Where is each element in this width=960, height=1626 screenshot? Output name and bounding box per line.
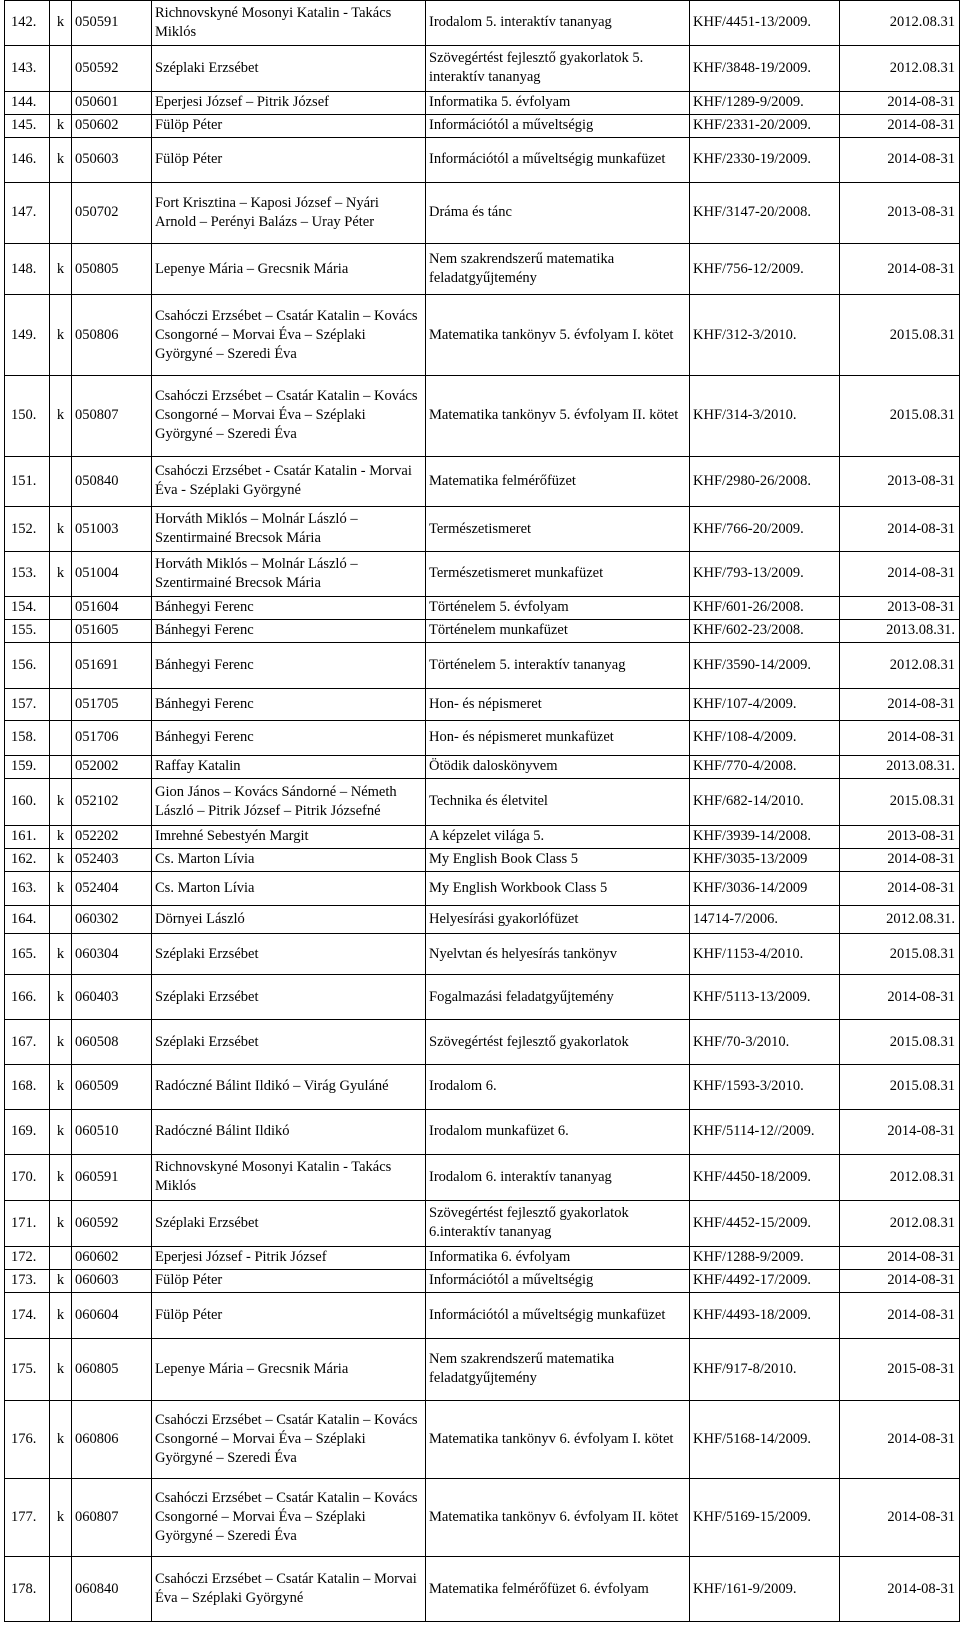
valid-until-date-cell: 2012.08.31. [840,906,960,934]
book-code-cell: 050806 [72,295,152,376]
valid-until-date-cell: 2014-08-31 [840,975,960,1020]
authors-cell: Széplaki Erzsébet [152,45,426,91]
k-flag-cell: k [50,825,72,848]
row-number-cell: 144. [5,91,50,114]
k-flag-cell: k [50,1200,72,1246]
registration-number-cell: KHF/602-23/2008. [690,619,840,642]
authors-cell: Lepenye Mária – Grecsnik Mária [152,1338,426,1400]
authors-cell: Fülöp Péter [152,137,426,182]
row-number-cell: 158. [5,721,50,756]
authors-cell: Széplaki Erzsébet [152,975,426,1020]
book-code-cell: 051605 [72,619,152,642]
table-row [5,137,960,182]
registration-number-cell: KHF/3939-14/2008. [690,825,840,848]
registration-number-cell: KHF/1153-4/2010. [690,933,840,974]
registration-number-cell: KHF/3590-14/2009. [690,642,840,688]
k-flag-cell: k [50,295,72,376]
book-code-cell: 052102 [72,778,152,825]
book-title-cell: Nem szakrendszerű matematika feladatgyűjtemény [426,1338,690,1400]
book-title-cell: Természetismeret [426,507,690,552]
row-number-cell: 157. [5,688,50,720]
valid-until-date-cell: 2014-08-31 [840,871,960,906]
table-row [5,243,960,295]
row-number-cell: 155. [5,619,50,642]
book-title-cell: Hon- és népismeret [426,688,690,720]
k-flag-cell: k [50,114,72,137]
authors-cell: Raffay Katalin [152,755,426,778]
book-code-cell: 050603 [72,137,152,182]
registration-number-cell: KHF/1289-9/2009. [690,91,840,114]
row-number-cell: 150. [5,376,50,457]
authors-cell: Richnovskyné Mosonyi Katalin - Takács Miklós [152,1,426,46]
valid-until-date-cell: 2015.08.31 [840,933,960,974]
k-flag-cell [50,456,72,507]
book-code-cell: 060592 [72,1200,152,1246]
k-flag-cell: k [50,1479,72,1557]
book-code-cell: 051604 [72,596,152,619]
authors-cell: Csahóczi Erzsébet – Csatár Katalin – Kovács Csongorné – Morvai Éva – Széplaki Györgyné – Szeredi Éva [152,376,426,457]
registration-number-cell: KHF/4451-13/2009. [690,1,840,46]
valid-until-date-cell: 2014-08-31 [840,688,960,720]
book-code-cell: 050840 [72,456,152,507]
row-number-cell: 154. [5,596,50,619]
authors-cell: Csahóczi Erzsébet – Csatár Katalin – Kovács Csongorné – Morvai Éva – Széplaki Györgyné – Szeredi Éva [152,295,426,376]
registration-number-cell: KHF/601-26/2008. [690,596,840,619]
book-title-cell: My English Workbook Class 5 [426,871,690,906]
book-code-cell: 060840 [72,1557,152,1622]
authors-cell: Dörnyei László [152,906,426,934]
book-title-cell: Hon- és népismeret munkafüzet [426,721,690,756]
k-flag-cell: k [50,975,72,1020]
book-code-cell: 051691 [72,642,152,688]
book-code-cell: 060509 [72,1064,152,1109]
k-flag-cell [50,1246,72,1269]
row-number-cell: 174. [5,1292,50,1338]
table-row [5,619,960,642]
book-title-cell: Természetismeret munkafüzet [426,552,690,597]
row-number-cell: 171. [5,1200,50,1246]
row-number-cell: 172. [5,1246,50,1269]
valid-until-date-cell: 2014-08-31 [840,1400,960,1478]
table-row [5,552,960,597]
valid-until-date-cell: 2013.08.31. [840,755,960,778]
table-row [5,1479,960,1557]
book-code-cell: 050601 [72,91,152,114]
table-row [5,1292,960,1338]
book-title-cell: Információtól a műveltségig munkafüzet [426,1292,690,1338]
table-body [5,1,960,1622]
k-flag-cell: k [50,778,72,825]
row-number-cell: 165. [5,933,50,974]
book-code-cell: 060510 [72,1109,152,1154]
row-number-cell: 161. [5,825,50,848]
table-row [5,1064,960,1109]
k-flag-cell: k [50,1292,72,1338]
authors-cell: Bánhegyi Ferenc [152,688,426,720]
valid-until-date-cell: 2015.08.31 [840,1020,960,1065]
authors-cell: Csahóczi Erzsébet – Csatár Katalin – Kovács Csongorné – Morvai Éva – Széplaki Györgyné – Szeredi Éva [152,1479,426,1557]
table-row [5,688,960,720]
book-title-cell: Történelem 5. évfolyam [426,596,690,619]
book-title-cell: Információtól a műveltségig munkafüzet [426,137,690,182]
row-number-cell: 156. [5,642,50,688]
book-code-cell: 060807 [72,1479,152,1557]
authors-cell: Bánhegyi Ferenc [152,721,426,756]
k-flag-cell [50,182,72,243]
book-title-cell: Nyelvtan és helyesírás tankönyv [426,933,690,974]
book-title-cell: Szövegértést fejlesztő gyakorlatok 5. interaktív tananyag [426,45,690,91]
book-title-cell: A képzelet világa 5. [426,825,690,848]
book-title-cell: Dráma és tánc [426,182,690,243]
book-code-cell: 051003 [72,507,152,552]
table-row [5,906,960,934]
registration-number-cell: KHF/5168-14/2009. [690,1400,840,1478]
registration-number-cell: KHF/793-13/2009. [690,552,840,597]
k-flag-cell: k [50,871,72,906]
table-row [5,91,960,114]
valid-until-date-cell: 2014-08-31 [840,243,960,295]
book-code-cell: 051706 [72,721,152,756]
row-number-cell: 178. [5,1557,50,1622]
k-flag-cell: k [50,933,72,974]
row-number-cell: 167. [5,1020,50,1065]
row-number-cell: 164. [5,906,50,934]
registration-number-cell: KHF/5113-13/2009. [690,975,840,1020]
row-number-cell: 170. [5,1154,50,1200]
registration-number-cell: KHF/4450-18/2009. [690,1154,840,1200]
authors-cell: Imrehné Sebestyén Margit [152,825,426,848]
authors-cell: Bánhegyi Ferenc [152,619,426,642]
table-row [5,1400,960,1478]
book-title-cell: Technika és életvitel [426,778,690,825]
valid-until-date-cell: 2014-08-31 [840,1269,960,1292]
row-number-cell: 173. [5,1269,50,1292]
authors-cell: Bánhegyi Ferenc [152,642,426,688]
book-title-cell: Fogalmazási feladatgyűjtemény [426,975,690,1020]
registration-number-cell: KHF/70-3/2010. [690,1020,840,1065]
table-row [5,1338,960,1400]
registration-number-cell: KHF/682-14/2010. [690,778,840,825]
row-number-cell: 162. [5,848,50,871]
valid-until-date-cell: 2012.08.31 [840,45,960,91]
table-row [5,825,960,848]
authors-cell: Eperjesi József - Pitrik József [152,1246,426,1269]
valid-until-date-cell: 2014-08-31 [840,137,960,182]
row-number-cell: 148. [5,243,50,295]
row-number-cell: 163. [5,871,50,906]
authors-cell: Gion János – Kovács Sándorné – Németh László – Pitrik József – Pitrik Józsefné [152,778,426,825]
table-row [5,755,960,778]
valid-until-date-cell: 2013-08-31 [840,825,960,848]
row-number-cell: 153. [5,552,50,597]
k-flag-cell [50,642,72,688]
book-title-cell: Matematika felmérőfüzet [426,456,690,507]
row-number-cell: 146. [5,137,50,182]
table-row [5,114,960,137]
table-row [5,871,960,906]
authors-cell: Fülöp Péter [152,1292,426,1338]
registration-number-cell: KHF/1593-3/2010. [690,1064,840,1109]
row-number-cell: 142. [5,1,50,46]
k-flag-cell [50,1557,72,1622]
table-row [5,642,960,688]
row-number-cell: 152. [5,507,50,552]
authors-cell: Fülöp Péter [152,114,426,137]
registration-number-cell: KHF/3036-14/2009 [690,871,840,906]
table-row [5,1109,960,1154]
valid-until-date-cell: 2014-08-31 [840,1246,960,1269]
k-flag-cell [50,721,72,756]
registration-number-cell: KHF/3147-20/2008. [690,182,840,243]
registration-number-cell: KHF/2330-19/2009. [690,137,840,182]
k-flag-cell: k [50,1154,72,1200]
authors-cell: Széplaki Erzsébet [152,933,426,974]
k-flag-cell: k [50,137,72,182]
book-title-cell: Matematika tankönyv 6. évfolyam II. kötet [426,1479,690,1557]
k-flag-cell: k [50,1400,72,1478]
book-code-cell: 050591 [72,1,152,46]
row-number-cell: 145. [5,114,50,137]
k-flag-cell: k [50,1,72,46]
valid-until-date-cell: 2014-08-31 [840,1109,960,1154]
k-flag-cell: k [50,552,72,597]
k-flag-cell: k [50,1020,72,1065]
table-row [5,456,960,507]
valid-until-date-cell: 2015.08.31 [840,295,960,376]
k-flag-cell [50,906,72,934]
k-flag-cell: k [50,507,72,552]
valid-until-date-cell: 2012.08.31 [840,1200,960,1246]
book-code-cell: 052404 [72,871,152,906]
registration-number-cell: KHF/108-4/2009. [690,721,840,756]
book-title-cell: Helyesírási gyakorlófüzet [426,906,690,934]
table-row [5,507,960,552]
table-row [5,45,960,91]
authors-cell: Csahóczi Erzsébet - Csatár Katalin - Morvai Éva - Széplaki Györgyné [152,456,426,507]
row-number-cell: 168. [5,1064,50,1109]
k-flag-cell: k [50,243,72,295]
registration-number-cell: KHF/2331-20/2009. [690,114,840,137]
registration-number-cell: KHF/1288-9/2009. [690,1246,840,1269]
book-title-cell: Történelem 5. interaktív tananyag [426,642,690,688]
book-title-cell: Ötödik daloskönyvem [426,755,690,778]
table-row [5,1,960,46]
book-code-cell: 060302 [72,906,152,934]
book-code-cell: 060806 [72,1400,152,1478]
textbook-table [4,0,960,1622]
registration-number-cell: KHF/2980-26/2008. [690,456,840,507]
table-row [5,975,960,1020]
k-flag-cell: k [50,1064,72,1109]
authors-cell: Fülöp Péter [152,1269,426,1292]
table-row [5,1200,960,1246]
book-code-cell: 052403 [72,848,152,871]
row-number-cell: 169. [5,1109,50,1154]
book-code-cell: 060403 [72,975,152,1020]
book-title-cell: Nem szakrendszerű matematika feladatgyűjtemény [426,243,690,295]
k-flag-cell: k [50,376,72,457]
valid-until-date-cell: 2014-08-31 [840,552,960,597]
registration-number-cell: KHF/756-12/2009. [690,243,840,295]
table-row [5,596,960,619]
k-flag-cell: k [50,1338,72,1400]
book-title-cell: Szövegértést fejlesztő gyakorlatok 6.interaktív tananyag [426,1200,690,1246]
authors-cell: Horváth Miklós – Molnár László – Szentirmainé Brecsok Mária [152,552,426,597]
book-title-cell: Irodalom 6. [426,1064,690,1109]
book-title-cell: My English Book Class 5 [426,848,690,871]
registration-number-cell: KHF/161-9/2009. [690,1557,840,1622]
valid-until-date-cell: 2014-08-31 [840,1479,960,1557]
table-row [5,721,960,756]
valid-until-date-cell: 2015.08.31 [840,1064,960,1109]
valid-until-date-cell: 2015.08.31 [840,778,960,825]
book-title-cell: Matematika felmérőfüzet 6. évfolyam [426,1557,690,1622]
valid-until-date-cell: 2013-08-31 [840,456,960,507]
valid-until-date-cell: 2014-08-31 [840,91,960,114]
authors-cell: Radóczné Bálint Ildikó – Virág Gyuláné [152,1064,426,1109]
table-row [5,1246,960,1269]
book-title-cell: Irodalom munkafüzet 6. [426,1109,690,1154]
book-code-cell: 050807 [72,376,152,457]
table-row [5,1269,960,1292]
table-row [5,1020,960,1065]
registration-number-cell: KHF/3848-19/2009. [690,45,840,91]
book-code-cell: 050702 [72,182,152,243]
row-number-cell: 176. [5,1400,50,1478]
row-number-cell: 143. [5,45,50,91]
registration-number-cell: KHF/3035-13/2009 [690,848,840,871]
book-code-cell: 051004 [72,552,152,597]
book-code-cell: 051705 [72,688,152,720]
valid-until-date-cell: 2014-08-31 [840,114,960,137]
registration-number-cell: KHF/4452-15/2009. [690,1200,840,1246]
k-flag-cell [50,619,72,642]
book-code-cell: 050805 [72,243,152,295]
authors-cell: Csahóczi Erzsébet – Csatár Katalin – Morvai Éva – Széplaki Györgyné [152,1557,426,1622]
book-title-cell: Matematika tankönyv 6. évfolyam I. kötet [426,1400,690,1478]
registration-number-cell: KHF/314-3/2010. [690,376,840,457]
registration-number-cell: KHF/766-20/2009. [690,507,840,552]
table-row [5,1154,960,1200]
book-code-cell: 060508 [72,1020,152,1065]
authors-cell: Radóczné Bálint Ildikó [152,1109,426,1154]
book-title-cell: Információtól a műveltségig [426,1269,690,1292]
valid-until-date-cell: 2013-08-31 [840,596,960,619]
row-number-cell: 160. [5,778,50,825]
k-flag-cell: k [50,1109,72,1154]
valid-until-date-cell: 2015-08-31 [840,1338,960,1400]
table-row [5,778,960,825]
valid-until-date-cell: 2014-08-31 [840,848,960,871]
row-number-cell: 147. [5,182,50,243]
k-flag-cell [50,45,72,91]
book-title-cell: Irodalom 5. interaktív tananyag [426,1,690,46]
authors-cell: Széplaki Erzsébet [152,1020,426,1065]
table-row [5,933,960,974]
row-number-cell: 177. [5,1479,50,1557]
authors-cell: Horváth Miklós – Molnár László – Szentirmainé Brecsok Mária [152,507,426,552]
table-row [5,1557,960,1622]
authors-cell: Fort Krisztina – Kaposi József – Nyári Arnold – Perényi Balázs – Uray Péter [152,182,426,243]
registration-number-cell: KHF/917-8/2010. [690,1338,840,1400]
book-title-cell: Szövegértést fejlesztő gyakorlatok [426,1020,690,1065]
book-code-cell: 050602 [72,114,152,137]
row-number-cell: 166. [5,975,50,1020]
row-number-cell: 159. [5,755,50,778]
authors-cell: Lepenye Mária – Grecsnik Mária [152,243,426,295]
book-code-cell: 052202 [72,825,152,848]
table-row [5,182,960,243]
k-flag-cell: k [50,1269,72,1292]
book-code-cell: 052002 [72,755,152,778]
table-row [5,376,960,457]
authors-cell: Cs. Marton Lívia [152,848,426,871]
authors-cell: Cs. Marton Lívia [152,871,426,906]
valid-until-date-cell: 2014-08-31 [840,1557,960,1622]
k-flag-cell [50,91,72,114]
table-row [5,295,960,376]
book-title-cell: Matematika tankönyv 5. évfolyam I. kötet [426,295,690,376]
book-code-cell: 060602 [72,1246,152,1269]
registration-number-cell: KHF/4493-18/2009. [690,1292,840,1338]
valid-until-date-cell: 2013.08.31. [840,619,960,642]
registration-number-cell: KHF/5114-12//2009. [690,1109,840,1154]
book-code-cell: 060591 [72,1154,152,1200]
authors-cell: Csahóczi Erzsébet – Csatár Katalin – Kovács Csongorné – Morvai Éva – Széplaki Györgyné – Szeredi Éva [152,1400,426,1478]
book-code-cell: 050592 [72,45,152,91]
book-code-cell: 060805 [72,1338,152,1400]
book-title-cell: Matematika tankönyv 5. évfolyam II. kötet [426,376,690,457]
valid-until-date-cell: 2012.08.31 [840,1154,960,1200]
row-number-cell: 175. [5,1338,50,1400]
book-title-cell: Informatika 5. évfolyam [426,91,690,114]
valid-until-date-cell: 2014-08-31 [840,1292,960,1338]
registration-number-cell: 14714-7/2006. [690,906,840,934]
row-number-cell: 151. [5,456,50,507]
registration-number-cell: KHF/770-4/2008. [690,755,840,778]
valid-until-date-cell: 2015.08.31 [840,376,960,457]
valid-until-date-cell: 2012.08.31 [840,1,960,46]
book-code-cell: 060604 [72,1292,152,1338]
registration-number-cell: KHF/312-3/2010. [690,295,840,376]
authors-cell: Eperjesi József – Pitrik József [152,91,426,114]
valid-until-date-cell: 2014-08-31 [840,507,960,552]
book-title-cell: Információtól a műveltségig [426,114,690,137]
valid-until-date-cell: 2012.08.31 [840,642,960,688]
book-title-cell: Irodalom 6. interaktív tananyag [426,1154,690,1200]
k-flag-cell [50,596,72,619]
authors-cell: Széplaki Erzsébet [152,1200,426,1246]
registration-number-cell: KHF/4492-17/2009. [690,1269,840,1292]
k-flag-cell: k [50,848,72,871]
table-row [5,848,960,871]
k-flag-cell [50,755,72,778]
authors-cell: Richnovskyné Mosonyi Katalin - Takács Miklós [152,1154,426,1200]
book-code-cell: 060304 [72,933,152,974]
row-number-cell: 149. [5,295,50,376]
book-title-cell: Informatika 6. évfolyam [426,1246,690,1269]
k-flag-cell [50,688,72,720]
registration-number-cell: KHF/5169-15/2009. [690,1479,840,1557]
valid-until-date-cell: 2014-08-31 [840,721,960,756]
book-title-cell: Történelem munkafüzet [426,619,690,642]
valid-until-date-cell: 2013-08-31 [840,182,960,243]
book-code-cell: 060603 [72,1269,152,1292]
registration-number-cell: KHF/107-4/2009. [690,688,840,720]
authors-cell: Bánhegyi Ferenc [152,596,426,619]
